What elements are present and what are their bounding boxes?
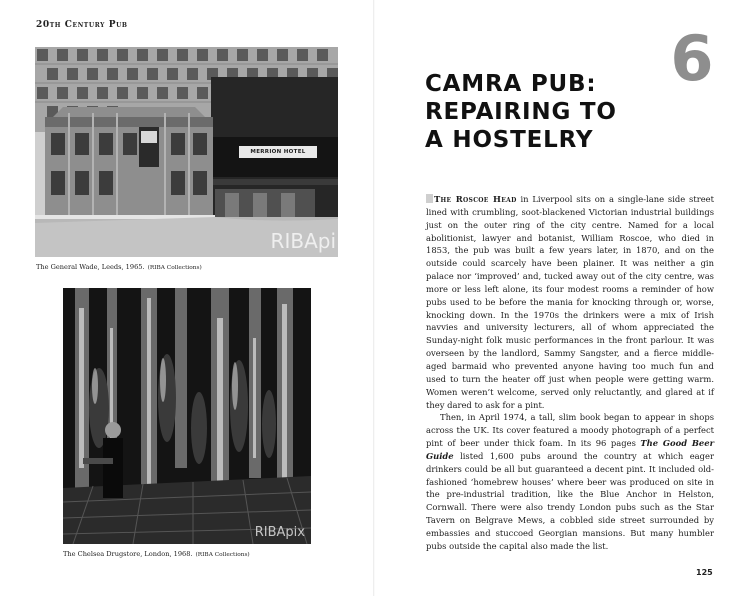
hotel-sign-text: MERRION HOTEL: [250, 149, 306, 155]
paragraph: [426, 411, 714, 552]
chapter-title: CAMRA PUB: REPAIRING TO A HOSTELRY: [425, 71, 617, 153]
caption-credit: (RIBA Collections): [195, 552, 250, 558]
chelsea-drugstore-illustration: [63, 288, 311, 544]
paragraph-text: Then, in April 1974, a tall, slim book began to appear in shops across the UK. Its cover featured a moody photograph of a perfect pint of beer under thick foam. In its 96 pages: [426, 412, 714, 449]
lead-in: The Roscoe Head: [434, 194, 517, 204]
caption-text: The General Wade, Leeds, 1965.: [36, 263, 145, 271]
watermark: RIBApix: [254, 525, 305, 540]
caption-text: The Chelsea Drugstore, London, 1968.: [63, 550, 193, 558]
running-head: 20th Century Pub: [36, 20, 128, 30]
dropcap-ornament: [426, 194, 433, 203]
paragraph: [426, 193, 714, 411]
photo-caption: [36, 263, 202, 271]
page-number: 125: [696, 568, 713, 577]
photo-caption: [63, 550, 250, 558]
book-title: The Good Beer Guide: [426, 438, 715, 461]
photo-chelsea-drugstore: [63, 288, 311, 544]
paragraph-text: listed 1,600 pubs around the country at which eager drinkers could be all but guaranteed a decent pint. It included old-fashioned ‘homebrew houses’ where beer was produced on site in the pre-industrial tradition, like the Blue Anchor in Helston, Cornwall. There were also trendy London pubs such as the Star Tavern on Belgrave Mews, a cobbled side street surrounded by embassies and stuccoed Georgian mansions. But many humbler pubs outside the capital also made the list.: [426, 450, 714, 551]
watermark: RIBApi: [270, 229, 336, 253]
body-text: [426, 193, 714, 553]
caption-credit: (RIBA Collections): [147, 265, 202, 271]
page-gutter: [373, 0, 375, 596]
paragraph-text: in Liverpool sits on a single-lane side street lined with crumbling, soot-blackened Victorian industrial buildings just on the outer ring of the city centre. Named for a local abolitionist, lawyer and botanist, William Roscoe, who died in 1853, the pub was built a few years later, in 1870, and on the outside could scarcely have been plainer. It was neither a gin palace nor ‘improved’ and, tucked away out of the city centre, was more or less left alone, its four modest rooms a reminder of how pubs used to be before the mania for knocking through or, worse, knocking down. In the 1970s the drinkers were a mix of Irish navvies and university lecturers, all of whom appreciated the Sunday-night folk music performances in the front parlour. It was overseen by the landlord, Sammy Sangster, and a fierce middle-aged barmaid who prevented anyone having too much fun and used to turn the heater off just when people were getting warm. Women weren’t welcome, served only reluctantly, and glared at if they dared to ask for a pint.: [426, 194, 714, 410]
chapter-number: 6: [670, 22, 714, 95]
photo-general-wade: [35, 47, 338, 257]
